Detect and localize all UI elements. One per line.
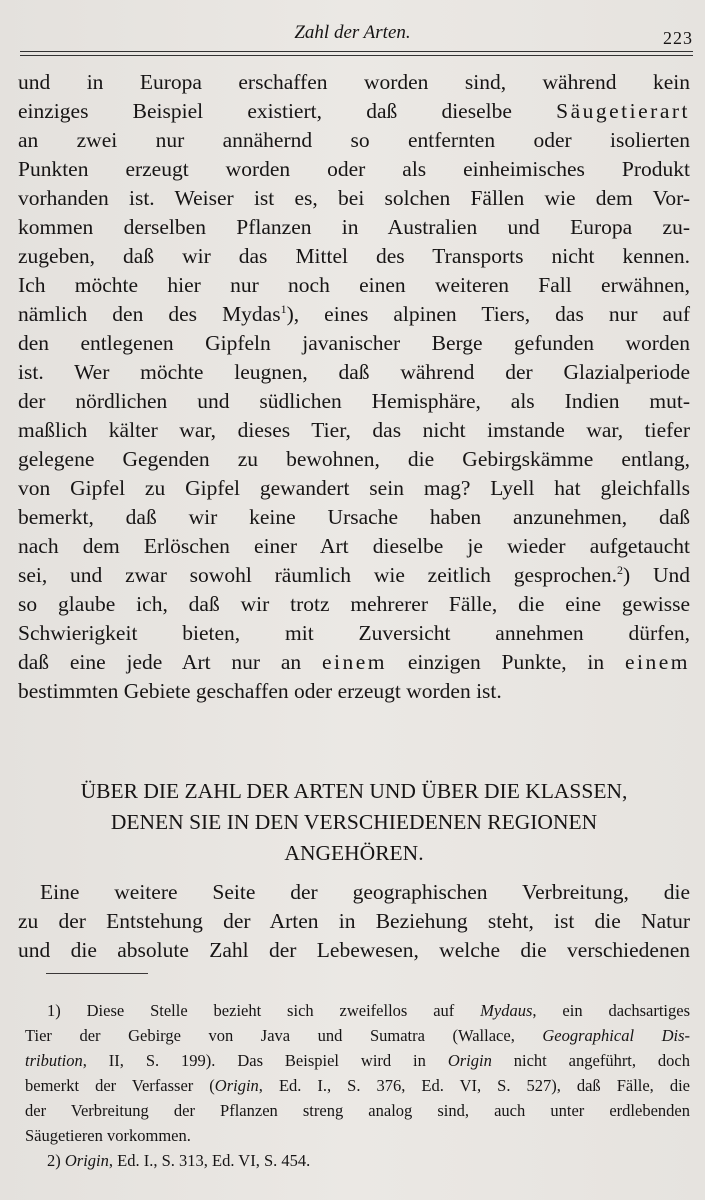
footnote-1-line-4: bemerkt der Verfasser (Origin, Ed. I., S. 376, Ed. VI, S. 527), daß Fälle, die <box>25 1076 690 1095</box>
footnote-1-line-1: 1) Diese Stelle bezieht sich zweifellos auf Mydaus, ein dachsartiges <box>47 1001 691 1020</box>
text-line-7: zugeben, daß wir das Mittel des Transports nicht kennen. <box>18 244 690 268</box>
footnote-label: 2) <box>47 1151 61 1170</box>
emphasized-word: einem <box>322 650 388 674</box>
text-line-20: Schwierigkeit bieten, mit Zuversicht annehmen dürfen, <box>18 621 690 645</box>
text-line-16: bemerkt, daß wir keine Ursache haben anzunehmen, daß <box>18 505 690 529</box>
section-line-2: zu der Entstehung der Arten in Beziehung steht, ist die Natur <box>18 909 690 933</box>
footnote-1-line-6: Säugetieren vorkommen. <box>25 1126 191 1145</box>
text-line-19: so glaube ich, daß wir trotz mehrerer Fälle, die eine gewisse <box>18 592 690 616</box>
footnote-1-line-3: tribution, II, S. 199). Das Beispiel wird in Origin nicht angeführt, doch <box>25 1051 691 1070</box>
text-line-3: an zwei nur annähernd so entfernten oder isolierten <box>18 128 690 152</box>
text-line-11: ist. Wer möchte leugnen, daß während der Glazialperiode <box>18 360 690 384</box>
text-line-5: vorhanden ist. Weiser ist es, bei solchen Fällen wie dem Vor- <box>18 186 690 210</box>
text-line-13: maßlich kälter war, dieses Tier, das nicht imstande war, tiefer <box>18 418 690 442</box>
main-paragraph <box>18 68 690 706</box>
running-title: Zahl der Arten. <box>294 22 411 43</box>
italic-title: Origin <box>447 1051 492 1070</box>
text-line-1: und in Europa erschaffen worden sind, während kein <box>18 70 690 94</box>
text-line-12: der nördlichen und südlichen Hemisphäre, als Indien mut- <box>18 389 690 413</box>
italic-term: Mydaus <box>480 1001 533 1020</box>
footnotes <box>25 998 690 1173</box>
footnote-rule <box>46 973 148 974</box>
text-line-14: gelegene Gegenden zu bewohnen, die Gebirgskämme entlang, <box>18 447 690 471</box>
running-head <box>0 18 705 48</box>
text-line-6: kommen derselben Pflanzen in Australien und Europa zu- <box>18 215 690 239</box>
section-heading <box>18 776 690 869</box>
page-number: 223 <box>663 28 693 48</box>
italic-title: Origin <box>64 1151 109 1170</box>
footnote-2-line-1: 2) Origin, Ed. I., S. 313, Ed. VI, S. 454. <box>47 1151 311 1170</box>
italic-title: Geographical Dis- <box>542 1026 691 1045</box>
text-line-10: den entlegenen Gipfeln javanischer Berge gefunden worden <box>18 331 690 355</box>
section-heading-line-2: DENEN SIE IN DEN VERSCHIEDENEN REGIONEN <box>110 810 598 834</box>
text-line-17: nach dem Erlöschen einer Art dieselbe je wieder aufgetaucht <box>18 534 690 558</box>
text-line-2: einziges Beispiel existiert, daß dieselbe Säugetierart <box>18 99 690 123</box>
section-paragraph <box>18 878 690 965</box>
italic-title: Origin <box>214 1076 259 1095</box>
text-line-4: Punkten erzeugt worden oder als einheimisches Produkt <box>18 157 690 181</box>
emphasized-word: Säugetierart <box>556 99 690 123</box>
footnote-1-line-5: der Verbreitung der Pflanzen streng analog sind, auch unter erdlebenden <box>25 1101 690 1120</box>
section-heading-line-3: ANGEHÖREN. <box>284 841 424 865</box>
text-line-15: von Gipfel zu Gipfel gewandert sein mag? Lyell hat gleichfalls <box>18 476 690 500</box>
text-line-9: nämlich den des Mydas$^1$), eines alpinen Tiers, das nur auf <box>18 301 690 326</box>
text-line-21: daß eine jede Art nur an einem einzigen Punkte, in einem <box>18 650 691 674</box>
text-line-18: sei, und zwar sowohl räumlich wie zeitlich gesprochen.$^2$) Und <box>18 562 691 587</box>
section-heading-line-1: ÜBER DIE ZAHL DER ARTEN UND ÜBER DIE KLASSEN, <box>80 779 628 803</box>
section-line-1: Eine weitere Seite der geographischen Verbreitung, die <box>40 880 690 904</box>
emphasized-word: einem <box>624 650 691 674</box>
footnote-label: 1) <box>47 1001 61 1020</box>
section-line-3: und die absolute Zahl der Lebewesen, welche die verschiedenen <box>18 938 690 962</box>
footnote-marker-1: 1 <box>280 301 287 316</box>
footnote-1-line-2: Tier der Gebirge von Java und Sumatra (Wallace, Geographical Dis- <box>25 1026 691 1045</box>
footnote-marker-2: 2 <box>617 562 624 577</box>
text-line-8: Ich möchte hier nur noch einen weiteren Fall erwähnen, <box>18 273 690 297</box>
italic-title: tribution <box>25 1051 83 1070</box>
text-line-22: bestimmten Gebiete geschaffen oder erzeugt worden ist. <box>18 679 502 703</box>
header-double-rule <box>20 51 693 56</box>
